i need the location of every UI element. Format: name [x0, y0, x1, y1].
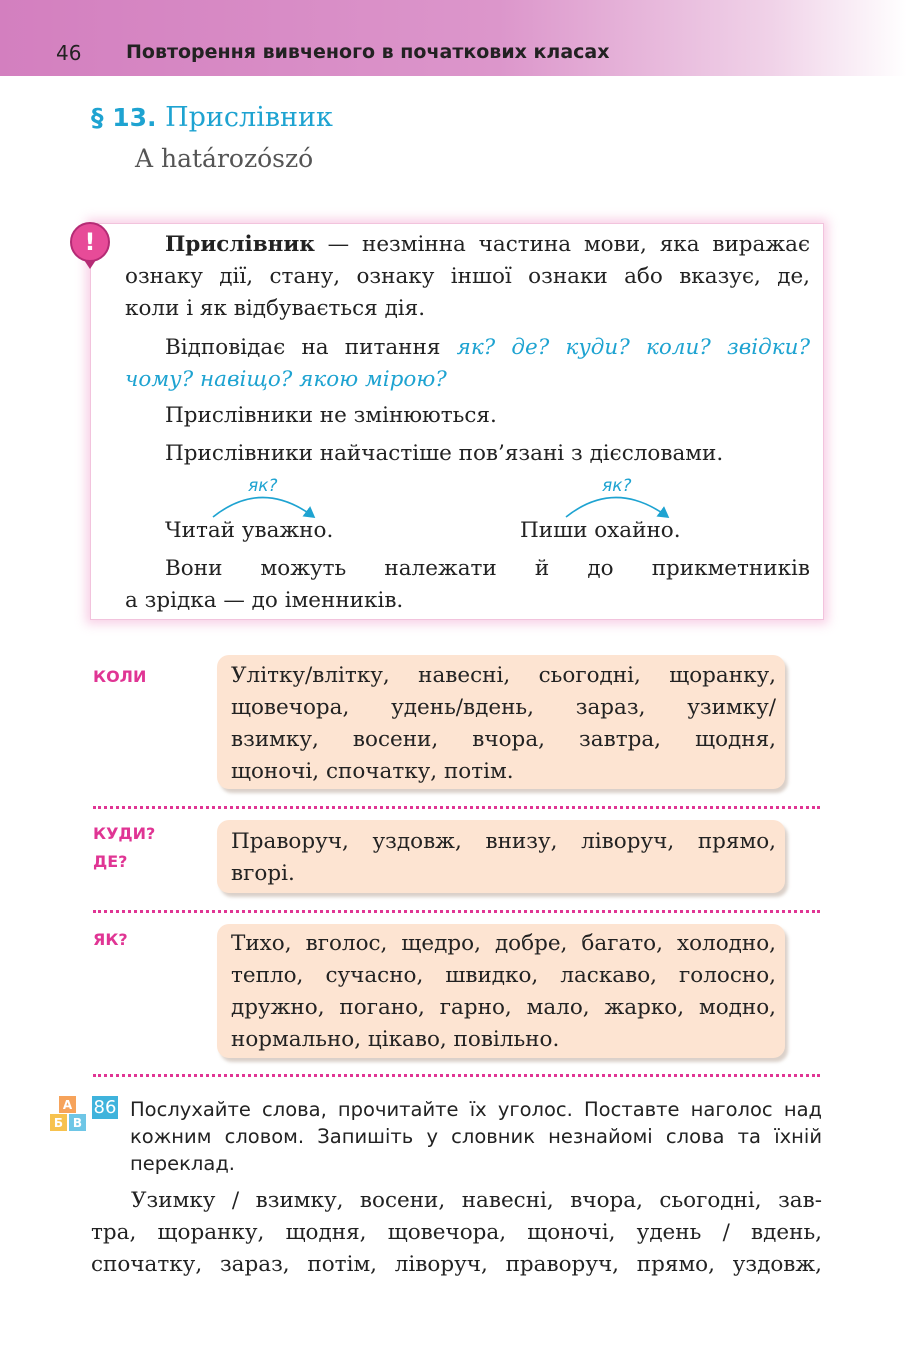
- definition-line2: ознаку дії, стану, ознаку іншої ознаки або вказує, де,: [125, 264, 810, 289]
- instruction-line: Послухайте слова, прочитайте їх уголос. Поставте наголос над: [130, 1098, 822, 1121]
- block-letter-a: А: [62, 1098, 73, 1112]
- words-line: Узимку / взимку, восени, навесні, вчора, сьогодні, зав-: [131, 1188, 822, 1213]
- dotted-divider: [93, 1074, 820, 1077]
- block-letter-b: Б: [53, 1116, 64, 1130]
- word-line: нормально, цікаво, повільно.: [231, 1027, 560, 1052]
- example1-text: Читай уважно.: [165, 518, 334, 543]
- alphabet-blocks-icon: [49, 1095, 91, 1133]
- questions-list1: як? де? куди? коли? звідки?: [456, 335, 810, 360]
- group-label-how: ЯК?: [93, 930, 128, 949]
- exercise-words: [91, 1185, 822, 1281]
- word-line: Улітку/влітку, навесні, сьогодні, щоранку,: [231, 663, 776, 688]
- exercise-instruction: [130, 1096, 822, 1177]
- block-letter-v: В: [72, 1116, 83, 1130]
- header-title: Повторення вивченого в початкових класах: [126, 41, 610, 63]
- section-hungarian-title: A határozószó: [135, 144, 314, 173]
- word-line: Праворуч, уздовж, внизу, ліворуч, прямо,: [231, 829, 776, 854]
- definition-term: Прислівник: [165, 232, 315, 257]
- word-line: дружно, погано, гарно, мало, жарко, модно,: [231, 995, 776, 1020]
- exclamation-icon: !: [70, 222, 110, 262]
- words-line: тра, щоранку, щодня, щовечора, щоночі, удень / вдень,: [91, 1220, 822, 1245]
- belong-line1: Вони можуть належати й до прикметників: [165, 556, 810, 581]
- definition-text1: — незмінна частина мови, яка виражає: [314, 232, 810, 257]
- questions-intro: Відповідає на питання: [165, 335, 457, 360]
- verbs-link-text: Прислівники найчастіше пов’язані з дієсловами.: [165, 441, 724, 466]
- example1-question: як?: [248, 476, 278, 496]
- section-title-text: Прислівник: [165, 102, 333, 133]
- example2-question: як?: [602, 476, 632, 496]
- section-number: § 13.: [91, 103, 157, 132]
- word-line: щовечора, удень/вдень, зараз, узимку/: [231, 695, 776, 720]
- not-changing-text: Прислівники не змінюються.: [165, 403, 497, 428]
- group-label-where: ДЕ?: [93, 852, 128, 871]
- page-number: 46: [56, 41, 82, 65]
- words-line: спочатку, зараз, потім, ліворуч, праворуч, прямо, уздовж,: [91, 1252, 822, 1277]
- group-label-where-to: КУДИ?: [93, 824, 156, 843]
- word-line: взимку, восени, вчора, завтра, щодня,: [231, 727, 776, 752]
- belong-line2: а зрідка — до іменників.: [125, 588, 404, 613]
- word-line: вгорі.: [231, 861, 295, 886]
- instruction-line: переклад.: [130, 1152, 235, 1175]
- word-line: Тихо, вголос, щедро, добре, багато, холодно,: [231, 931, 776, 956]
- questions-line2: чому? навіщо? якою мірою?: [125, 367, 447, 392]
- exercise-number: 86: [93, 1097, 117, 1118]
- example2-text: Пиши охайно.: [520, 518, 681, 543]
- word-line: щоночі, спочатку, потім.: [231, 759, 514, 784]
- instruction-line: кожним словом. Запишіть у словник незнайомі слова та їхній: [130, 1125, 822, 1148]
- dotted-divider: [93, 910, 820, 913]
- dotted-divider: [93, 806, 820, 809]
- word-line: тепло, сучасно, швидко, ласкаво, голосно,: [231, 963, 776, 988]
- definition-line3: коли і як відбувається дія.: [125, 296, 426, 321]
- group-label-when: КОЛИ: [93, 667, 147, 686]
